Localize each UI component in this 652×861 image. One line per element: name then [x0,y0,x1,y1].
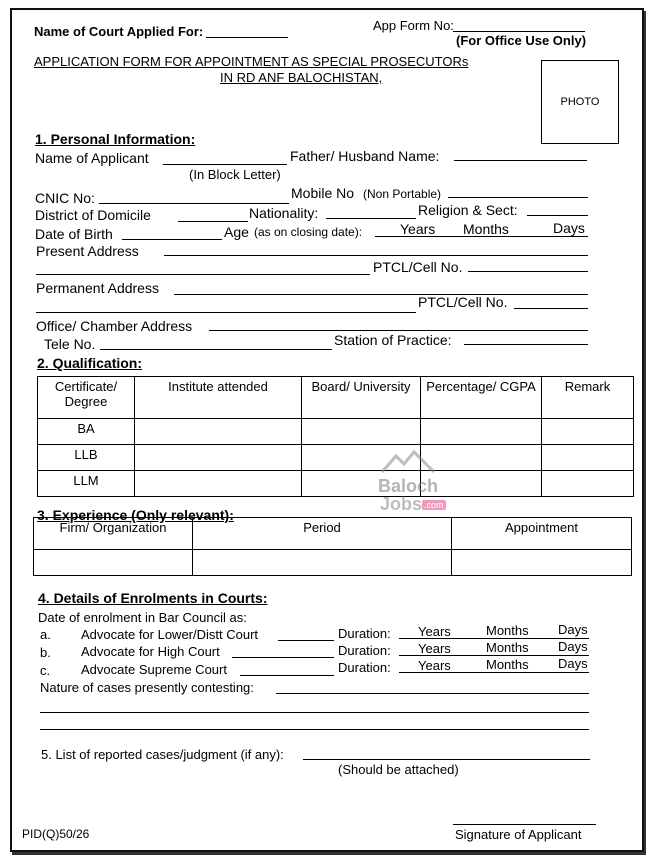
form-code: PID(Q)50/26 [22,827,90,841]
nature-field-3[interactable] [40,729,589,730]
name-field[interactable] [163,164,287,165]
col-appointment: Appointment [452,518,632,550]
dob-field[interactable] [122,239,222,240]
table-cell[interactable] [542,471,634,497]
permanent-address-label: Permanent Address [36,280,159,296]
table-cell[interactable] [135,471,302,497]
religion-label: Religion & Sect: [418,202,518,218]
table-cell[interactable] [542,445,634,471]
row-llb-label: LLB [38,445,135,471]
enrol-b-days: Days [558,639,588,654]
permanent-address-field-2[interactable] [36,312,416,313]
col-certificate: Certificate/ Degree [38,377,135,419]
table-row [34,550,632,576]
signature-label: Signature of Applicant [455,827,582,842]
reported-cases-note: (Should be attached) [338,762,459,777]
experience-table [33,517,632,576]
app-form-field[interactable] [453,31,585,32]
nature-field-2[interactable] [40,712,589,713]
enrol-a-days: Days [558,622,588,637]
present-address-field-2[interactable] [36,274,370,275]
age-label: Age [224,224,249,240]
ptcl-field-2[interactable] [514,308,588,309]
nature-label: Nature of cases presently contesting: [40,680,254,695]
col-period: Period [193,518,452,550]
enrol-a-years: Years [418,624,451,639]
app-form-label: App Form No: [373,18,454,33]
dob-label: Date of Birth [35,226,113,242]
watermark-com: .com [424,500,444,510]
enrol-c-field[interactable] [240,675,334,676]
enrol-a-duration: Duration: [338,626,391,641]
enrol-c-years: Years [418,658,451,673]
enrol-a-field[interactable] [278,640,334,641]
enrol-a-label: Advocate for Lower/Distt Court [81,627,259,642]
enrol-b-duration: Duration: [338,643,391,658]
mobile-field[interactable] [448,197,588,198]
mobile-note: (Non Portable) [363,187,442,201]
block-letter-note: (In Block Letter) [189,167,281,182]
station-field[interactable] [464,344,588,345]
tele-field[interactable] [100,349,332,350]
qualification-table [37,376,634,497]
enrol-c-duration: Duration: [338,660,391,675]
mountain-icon [378,450,438,474]
col-firm: Firm/ Organization [34,518,193,550]
photo-box[interactable] [541,60,619,144]
ptcl-label-2: PTCL/Cell No. [418,294,508,310]
age-months: Months [463,221,509,237]
table-cell[interactable] [542,419,634,445]
nationality-label: Nationality: [249,205,319,221]
table-cell[interactable] [135,419,302,445]
table-row [38,419,634,445]
table-cell[interactable] [135,445,302,471]
signature-field[interactable] [453,824,596,825]
name-label: Name of Applicant [35,150,149,166]
station-label: Station of Practice: [334,332,452,348]
enrol-a-letter: a. [40,627,51,642]
domicile-field[interactable] [178,221,248,222]
office-address-label: Office/ Chamber Address [36,318,193,334]
office-address-field[interactable] [209,330,588,331]
enrol-b-letter: b. [40,645,51,660]
domicile-label: District of Domicile [35,207,151,223]
enrol-b-months: Months [486,640,529,655]
age-days: Days [553,220,585,236]
ptcl-label-1: PTCL/Cell No. [373,259,463,275]
table-cell[interactable] [34,550,193,576]
cnic-field[interactable] [99,203,289,204]
qualification-heading: 2. Qualification: [37,355,143,371]
table-cell[interactable] [452,550,632,576]
qualification-header-row [38,377,634,419]
enrol-a-months: Months [486,623,529,638]
enrol-c-label: Advocate Supreme Court [81,662,227,677]
personal-heading: 1. Personal Information: [35,131,196,147]
enrol-b-label: Advocate for High Court [81,644,220,659]
watermark-jobs: Jobs [380,494,423,514]
reported-cases-field[interactable] [303,759,590,760]
experience-header-row [34,518,632,550]
watermark-baloch: Baloch [378,476,439,496]
enrol-c-months: Months [486,657,529,672]
enrolments-heading: 4. Details of Enrolments in Courts: [38,590,268,606]
photo-label: PHOTO [560,96,600,108]
experience-heading: 3. Experience (Only relevant): [37,507,234,523]
court-field[interactable] [206,37,288,38]
col-remark: Remark [542,377,634,419]
enrol-c-days: Days [558,656,588,671]
office-use-note: (For Office Use Only) [456,33,587,48]
enrol-b-field[interactable] [232,657,334,658]
enrol-b-years: Years [418,641,451,656]
age-note: (as on closing date): [254,225,363,239]
ptcl-field-1[interactable] [468,271,588,272]
application-form-page [10,8,644,852]
form-title-line1: APPLICATION FORM FOR APPOINTMENT AS SPECIAL PROSECUTORs [34,54,469,69]
mobile-label: Mobile No [291,185,355,201]
table-row [38,471,634,497]
table-cell[interactable] [193,550,452,576]
enrol-c-letter: c. [40,663,51,678]
permanent-address-field[interactable] [174,294,588,295]
enrolment-intro: Date of enrolment in Bar Council as: [38,610,247,625]
present-address-field[interactable] [164,255,588,256]
table-cell[interactable] [421,419,542,445]
tele-label: Tele No. [44,336,96,352]
religion-field[interactable] [527,215,588,216]
father-field[interactable] [454,160,587,161]
age-years: Years [400,221,436,237]
nationality-field[interactable] [326,218,416,219]
reported-cases-label: 5. List of reported cases/judgment (if any): [41,747,284,762]
present-address-label: Present Address [36,243,139,259]
row-llm-label: LLM [38,471,135,497]
col-percentage: Percentage/ CGPA [421,377,542,419]
father-label: Father/ Husband Name: [290,148,440,164]
col-institute: Institute attended [135,377,302,419]
col-board: Board/ University [302,377,421,419]
table-row [38,445,634,471]
court-label: Name of Court Applied For: [34,24,204,39]
balochjobs-watermark [378,450,468,520]
row-ba-label: BA [38,419,135,445]
nature-field-1[interactable] [276,693,589,694]
table-cell[interactable] [302,419,421,445]
form-title-line2: IN RD ANF BALOCHISTAN, [220,70,383,85]
cnic-label: CNIC No: [35,190,95,206]
